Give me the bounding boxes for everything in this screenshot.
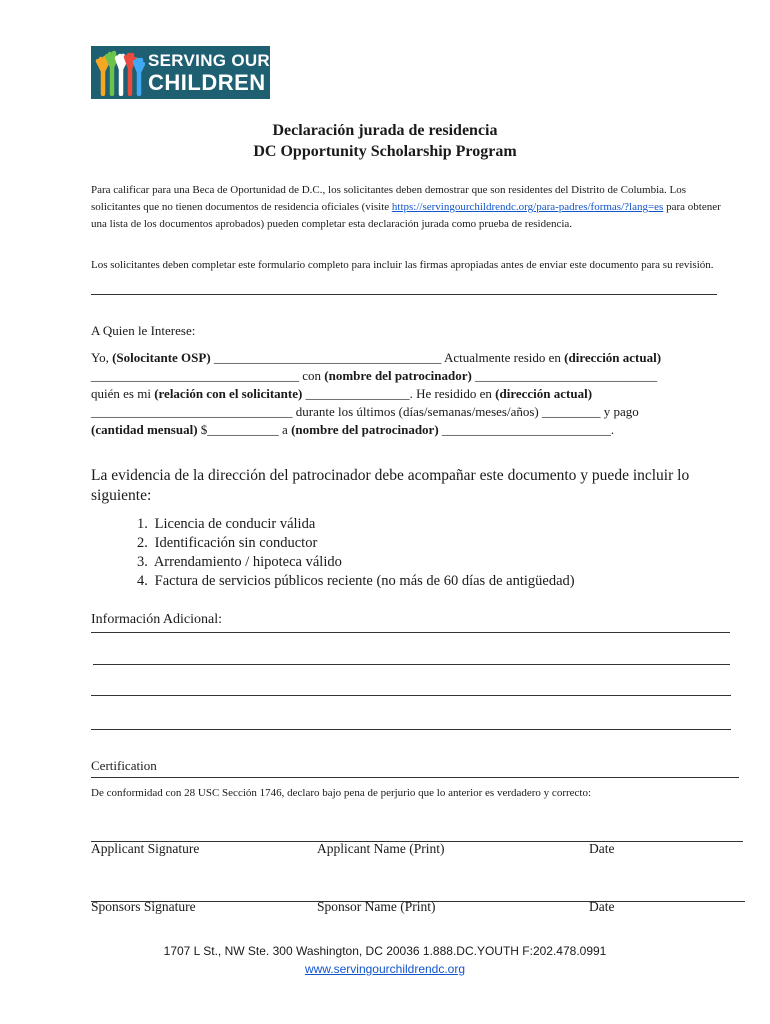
applicant-name-label: Applicant Name (Print) bbox=[317, 841, 445, 856]
monthly-amount-label: (cantidad mensual) bbox=[91, 422, 198, 437]
evidence-intro: La evidencia de la dirección del patrocinador debe acompañar este documento y puede incluir lo siguiente: bbox=[91, 467, 690, 504]
sponsor-name-blank[interactable]: ____________________________ quién es mi bbox=[91, 368, 658, 401]
sponsor-name-label: (nombre del patrocinador) bbox=[324, 368, 472, 383]
serving-our-children-logo bbox=[91, 46, 270, 99]
current-address-label: (dirección actual) bbox=[564, 350, 662, 365]
duration-blank[interactable]: _______________________________ durante los últimos (días/semanas/meses/años) _________ y pago bbox=[91, 404, 639, 419]
additional-info-label: Información Adicional: bbox=[91, 612, 223, 627]
logo-text-children: CHILDREN bbox=[148, 70, 266, 95]
applicant-signature-label: Applicant Signature bbox=[91, 841, 200, 856]
affidavit-text: Yo, bbox=[91, 350, 113, 365]
approved-documents-link[interactable]: https://servingourchildrendc.org/para-padres/formas/?lang=es bbox=[391, 201, 664, 213]
applicant-blank[interactable]: ___________________________________ Actualmente resido en bbox=[210, 350, 565, 365]
certification-heading: Certification bbox=[91, 758, 157, 773]
list-item: 1. Licencia de conducir válida bbox=[137, 516, 316, 532]
applicant-label: (Solocitante OSP) bbox=[112, 350, 211, 365]
additional-info-line-3[interactable] bbox=[91, 695, 731, 696]
monthly-amount-blank[interactable]: $___________ a bbox=[197, 422, 292, 437]
applicant-date-label: Date bbox=[589, 841, 615, 856]
program-title: DC Opportunity Scholarship Program bbox=[253, 143, 517, 160]
sponsor-name-label: Sponsor Name (Print) bbox=[317, 899, 436, 914]
evidence-list bbox=[137, 515, 575, 591]
logo-text-serving-our: SERVING OUR bbox=[148, 51, 271, 70]
relationship-blank[interactable]: ________________. He residido en bbox=[302, 386, 496, 401]
certification-divider bbox=[91, 777, 739, 778]
additional-info-line-4[interactable] bbox=[91, 729, 731, 730]
raised-hands-icon bbox=[95, 49, 145, 96]
additional-info-line-1[interactable] bbox=[91, 632, 730, 633]
list-item: 2. Identificación sin conductor bbox=[137, 535, 318, 551]
footer-address: 1707 L St., NW Ste. 300 Washington, DC 20036 1.888.DC.YOUTH F:202.478.0991 bbox=[163, 944, 607, 958]
payee-sponsor-blank[interactable]: __________________________. bbox=[438, 422, 615, 437]
list-item: 3. Arrendamiento / hipoteca válido bbox=[137, 554, 342, 570]
intro-text-2: para obtener una lista de los documentos aprobados) pueden completar esta declaración jurada como prueba de residencia. bbox=[91, 201, 721, 230]
intro-paragraph bbox=[91, 182, 721, 233]
document-title: Declaración jurada de residencia bbox=[272, 122, 498, 139]
instructions-paragraph: Los solicitantes deben completar este formulario completo para incluir las firmas apropiadas antes de enviar este documento para su revisión. bbox=[91, 259, 714, 271]
sponsor-signature-label: Sponsors Signature bbox=[91, 899, 196, 914]
list-item: 4. Factura de servicios públicos reciente (no más de 60 días de antigüedad) bbox=[137, 573, 575, 589]
sponsor-date-label: Date bbox=[589, 899, 615, 914]
perjury-declaration: De conformidad con 28 USC Sección 1746, declaro bajo pena de perjurio que lo anterior es verdadero y correcto: bbox=[91, 787, 592, 799]
affidavit-statement[interactable] bbox=[91, 349, 671, 439]
current-address-blank[interactable]: ________________________________ con bbox=[91, 368, 325, 383]
website-link[interactable]: www.servingourchildrendc.org bbox=[304, 962, 466, 976]
relationship-label: (relación con el solicitante) bbox=[154, 386, 303, 401]
footer-website bbox=[0, 962, 770, 976]
additional-info-line-2[interactable] bbox=[93, 664, 730, 665]
greeting: A Quien le Interese: bbox=[91, 323, 196, 338]
section-divider bbox=[91, 294, 717, 295]
intro-text-1: Para calificar para una Beca de Oportunidad de D.C., los solicitantes deben demostrar que son residentes del Distrito de Columbia. Los solicitantes que no tienen documentos de residencia oficiales (visite bbox=[91, 184, 687, 213]
resided-address-label: (dirección actual) bbox=[495, 386, 593, 401]
payee-sponsor-label: (nombre del patrocinador) bbox=[291, 422, 439, 437]
